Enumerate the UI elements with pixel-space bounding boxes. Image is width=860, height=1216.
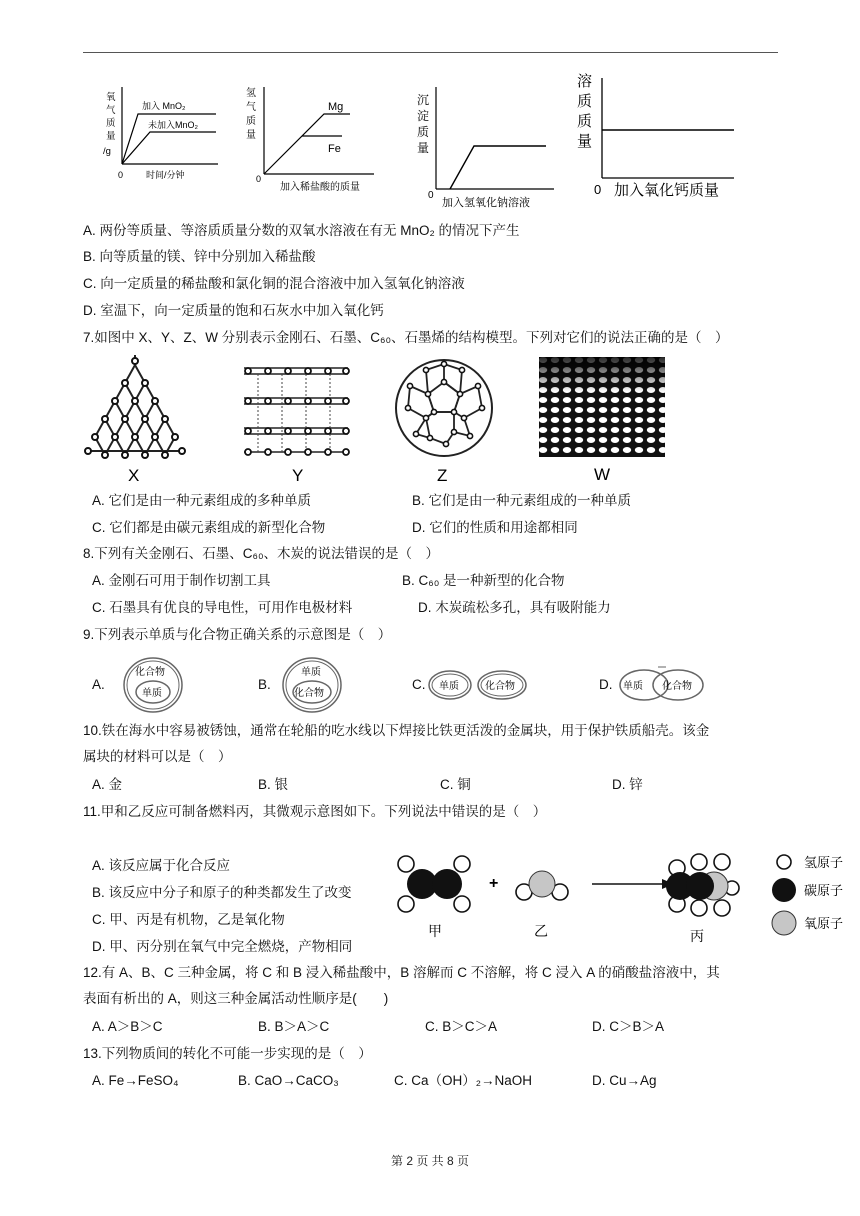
- q11-option-c[interactable]: C. 甲、丙是有机物，乙是氧化物: [92, 912, 285, 927]
- molecule-jia: [398, 856, 470, 912]
- origin-label: 0: [118, 170, 124, 180]
- curve-label: Fe: [328, 143, 341, 155]
- q7-option-a[interactable]: A. 它们是由一种元素组成的多种单质: [92, 493, 312, 508]
- q11-option-b[interactable]: B. 该反应中分子和原子的种类都发生了改变: [92, 885, 352, 900]
- x-axis-label: 加入氢氧化钠溶液: [442, 197, 530, 209]
- page-footer: 第 2 页 共 8 页: [390, 1154, 470, 1168]
- y-char: 量: [577, 133, 593, 150]
- origin-label: 0: [594, 182, 602, 197]
- q10-option-c[interactable]: C. 铜: [440, 777, 471, 792]
- q6-option-c[interactable]: C. 向一定质量的稀盐酸和氯化铜的混合溶液中加入氢氧化钠溶液: [83, 276, 465, 291]
- q13-stem: 13.下列物质间的转化不可能一步实现的是（ ）: [83, 1046, 372, 1061]
- label-bing: 丙: [690, 928, 704, 944]
- q12-stem-line1: 12.有 A、B、C 三种金属，将 C 和 B 浸入稀盐酸中，B 溶解而 C 不溶解，将 C 浸入 A 的硝酸盐溶液中，其: [83, 965, 720, 980]
- q13-option-c[interactable]: C. Ca（OH）₂→NaOH: [394, 1073, 533, 1088]
- label-compound: 化合物: [662, 681, 692, 692]
- origin-label: 0: [428, 190, 434, 201]
- x-axis-label: 加入氧化钙质量: [614, 182, 720, 199]
- y-char: 质: [246, 116, 256, 127]
- origin-label: 0: [256, 174, 262, 184]
- graph-hydrogen-mass: [244, 82, 384, 197]
- q6-option-a[interactable]: A. 两份等质量、等溶质质量分数的双氧水溶液在有无 MnO₂ 的情况下产生: [83, 223, 520, 238]
- q11-option-a[interactable]: A. 该反应属于化合反应: [92, 858, 231, 873]
- curve-label: 未加入MnO₂: [148, 120, 198, 130]
- structure-label: W: [594, 465, 611, 484]
- q9-diagram-c[interactable]: [428, 668, 528, 702]
- q6-option-d[interactable]: D. 室温下，向一定质量的饱和石灰水中加入氧化钙: [83, 303, 384, 318]
- graphene-structure-image: [537, 355, 667, 485]
- q12-option-a[interactable]: A. A＞B＞C: [92, 1019, 163, 1034]
- y-char: /g: [103, 146, 111, 157]
- q13-option-a[interactable]: A. Fe→FeSO₄: [92, 1073, 179, 1088]
- q9-option-b-label[interactable]: B.: [258, 677, 271, 692]
- q10-stem-line1: 10.铁在海水中容易被锈蚀，通常在轮船的吃水线以下焊接比铁更活泼的金属块，用于保护铁质船壳。该金: [83, 723, 710, 738]
- y-char: 质: [417, 125, 430, 139]
- legend-carbon: 碳原子: [804, 883, 844, 898]
- structure-label: Y: [292, 466, 304, 485]
- legend-hydrogen: 氢原子: [804, 855, 844, 870]
- c60-structure-image: [390, 352, 500, 485]
- q8-option-b[interactable]: B. C₆₀ 是一种新型的化合物: [402, 573, 565, 588]
- y-char: 溶: [577, 73, 593, 90]
- q9-option-a-label[interactable]: A.: [92, 677, 105, 692]
- q12-option-d[interactable]: D. C＞B＞A: [592, 1019, 665, 1034]
- q12-stem-line2: 表面有析出的 A，则这三种金属活动性顺序是( ): [83, 991, 389, 1006]
- molecule-bing: [666, 854, 739, 916]
- q7-option-d[interactable]: D. 它们的性质和用途都相同: [412, 520, 578, 535]
- label-element: 单质: [301, 667, 321, 678]
- y-char: 氢: [246, 88, 256, 99]
- y-char: 氧: [106, 92, 116, 103]
- q8-option-a[interactable]: A. 金刚石可用于制作切割工具: [92, 573, 271, 588]
- q10-option-d[interactable]: D. 锌: [612, 777, 643, 792]
- y-char: 淀: [417, 109, 430, 123]
- q8-stem: 8.下列有关金刚石、石墨、C₆₀、木炭的说法错误的是（ ）: [83, 546, 440, 561]
- header-rule: [83, 52, 778, 53]
- q6-option-b[interactable]: B. 向等质量的镁、锌中分别加入稀盐酸: [83, 249, 316, 264]
- q9-option-c-label[interactable]: C.: [412, 677, 426, 692]
- structure-label: Z: [437, 466, 448, 485]
- graph-oxygen-mass: [100, 82, 220, 187]
- q11-stem: 11.甲和乙反应可制备燃料丙，其微观示意图如下。下列说法中错误的是（ ）: [83, 804, 547, 819]
- y-char: 质: [577, 113, 593, 130]
- q9-option-d-label[interactable]: D.: [599, 677, 613, 692]
- y-char: 量: [246, 130, 256, 141]
- reaction-diagram: [392, 850, 858, 950]
- q7-option-c[interactable]: C. 它们都是由碳元素组成的新型化合物: [92, 520, 326, 535]
- y-char: 质: [106, 118, 116, 129]
- label-element: 单质: [439, 681, 459, 692]
- x-axis-label: 加入稀盐酸的质量: [280, 182, 360, 193]
- q9-diagram-b[interactable]: [281, 656, 343, 714]
- label-element: 单质: [142, 688, 162, 699]
- y-char: 质: [577, 93, 593, 110]
- graphite-structure-image: [238, 360, 358, 485]
- label-yi: 乙: [534, 923, 548, 939]
- q9-diagram-a[interactable]: [122, 656, 184, 714]
- structure-label: X: [128, 466, 140, 485]
- y-char: 量: [106, 131, 116, 142]
- label-compound: 化合物: [294, 688, 324, 699]
- y-char: 气: [106, 105, 116, 116]
- q8-option-d[interactable]: D. 木炭疏松多孔，具有吸附能力: [418, 600, 611, 615]
- q13-option-d[interactable]: D. Cu→Ag: [592, 1073, 657, 1088]
- y-char: 气: [246, 102, 256, 113]
- q10-option-a[interactable]: A. 金: [92, 777, 123, 792]
- legend-oxygen: 氧原子: [804, 916, 844, 931]
- graph-precipitate-mass: [414, 82, 564, 212]
- curve-label: 加入 MnO₂: [142, 101, 186, 111]
- label-compound: 化合物: [135, 667, 165, 678]
- graph-solute-mass: [574, 68, 744, 203]
- y-char: 沉: [417, 93, 430, 107]
- q13-option-b[interactable]: B. CaO→CaCO₃: [238, 1073, 339, 1088]
- label-element: 单质: [623, 681, 643, 692]
- plus-sign: +: [489, 875, 499, 892]
- label-compound: 化合物: [485, 681, 515, 692]
- q7-stem: 7.如图中 X、Y、Z、W 分别表示金刚石、石墨、C₆₀、石墨烯的结构模型。下列对它们的说法正确的是（ ）: [83, 330, 729, 345]
- q11-option-d[interactable]: D. 甲、丙分别在氧气中完全燃烧，产物相同: [92, 939, 353, 954]
- q8-option-c[interactable]: C. 石墨具有优良的导电性，可用作电极材料: [92, 600, 353, 615]
- x-axis-label: 时间/分钟: [146, 170, 185, 180]
- q9-diagram-d[interactable]: [618, 664, 706, 704]
- q9-stem: 9.下列表示单质与化合物正确关系的示意图是（ ）: [83, 627, 392, 642]
- diamond-structure-image: [80, 355, 190, 485]
- label-jia: 甲: [428, 923, 442, 939]
- curve-label: Mg: [328, 101, 344, 113]
- q10-option-b[interactable]: B. 银: [258, 777, 289, 792]
- q12-option-b[interactable]: B. B＞A＞C: [258, 1019, 330, 1034]
- q7-option-b[interactable]: B. 它们是由一种元素组成的一种单质: [412, 493, 632, 508]
- y-char: 量: [417, 141, 430, 155]
- molecule-yi: [516, 871, 568, 900]
- q10-stem-line2: 属块的材料可以是（ ）: [83, 749, 232, 764]
- q12-option-c[interactable]: C. B＞C＞A: [425, 1019, 498, 1034]
